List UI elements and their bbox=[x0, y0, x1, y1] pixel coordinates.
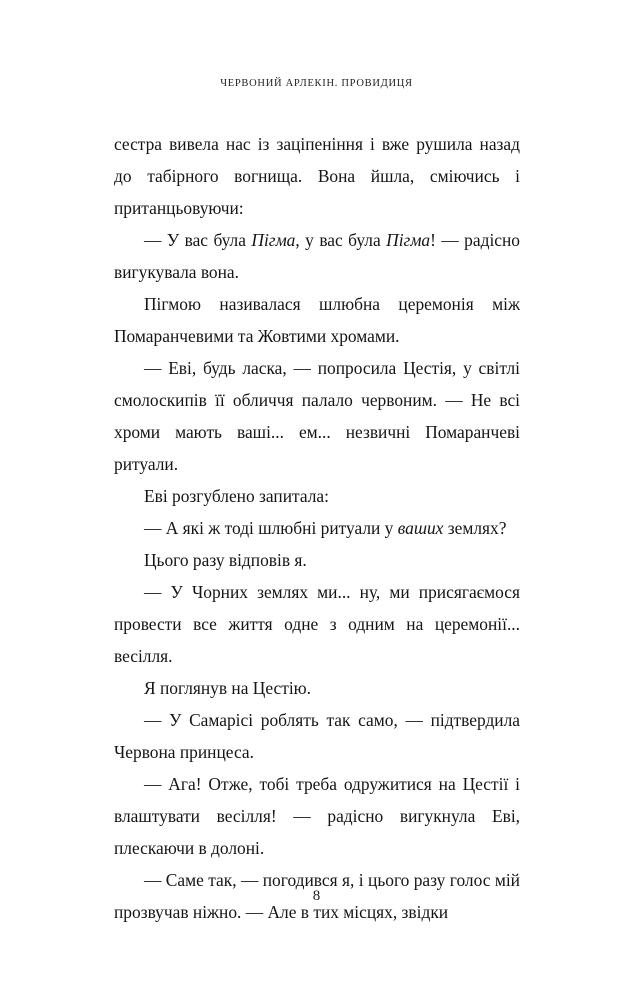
emphasis-text: Пігма bbox=[251, 230, 296, 250]
text-run: — Еві, будь ласка, — попросила Цестія, у світлі смолоскипів її обличчя палало червоним. — Не всі хроми мають ваші... ем... незвичні Помаранчеві ритуали. bbox=[114, 358, 520, 474]
text-run: — А які ж тоді шлюбні ритуали у bbox=[144, 518, 398, 538]
paragraph bbox=[114, 480, 520, 512]
paragraph bbox=[114, 224, 520, 288]
paragraph bbox=[114, 768, 520, 864]
text-run: Пігмою називалася шлюбна церемонія між Помаранчевими та Жовтими хромами. bbox=[114, 294, 520, 346]
text-run: ! — радісно вигукувала вона. bbox=[114, 230, 521, 282]
text-run: Цього разу відповів я. bbox=[144, 550, 307, 570]
text-run: — У Чорних землях ми... ну, ми присягаємося провести все життя одне з одним на церемонії... весілля. bbox=[114, 582, 520, 666]
emphasis-text: Пігма bbox=[386, 230, 431, 250]
text-run: — У вас була bbox=[144, 230, 252, 250]
text-run: — Саме так, — погодився я, і цього разу голос мій прозвучав ніжно. — Але в тих місцях, звідки bbox=[114, 870, 520, 922]
text-run: — У Самарісі роблять так само, — підтвердила Червона принцеса. bbox=[114, 710, 520, 762]
text-run: Я поглянув на Цестію. bbox=[144, 678, 312, 698]
text-run: землях? bbox=[443, 518, 507, 538]
page-number: 8 bbox=[312, 888, 321, 904]
paragraph bbox=[114, 128, 520, 224]
paragraph bbox=[114, 704, 520, 768]
running-head: ЧЕРВОНИЙ АРЛЕКІН. ПРОВИДИЦЯ bbox=[220, 78, 413, 89]
paragraph bbox=[114, 576, 520, 672]
text-run: , у вас була bbox=[295, 230, 387, 250]
paragraph bbox=[114, 352, 520, 480]
paragraph bbox=[114, 672, 520, 704]
text-run: сестра вивела нас із заціпеніння і вже рушила назад до табірного вогнища. Вона йшла, сміючись і пританцьовуючи: bbox=[114, 134, 520, 218]
paragraph bbox=[114, 544, 520, 576]
text-run: — Ага! Отже, тобі треба одружитися на Цестії і влаштувати весілля! — радісно вигукнула Еві, плескаючи в долоні. bbox=[114, 774, 520, 858]
body-text bbox=[114, 128, 520, 928]
paragraph bbox=[114, 512, 520, 544]
emphasis-text: ваших bbox=[397, 518, 444, 538]
text-run: Еві розгублено запитала: bbox=[144, 486, 329, 506]
paragraph bbox=[114, 288, 520, 352]
